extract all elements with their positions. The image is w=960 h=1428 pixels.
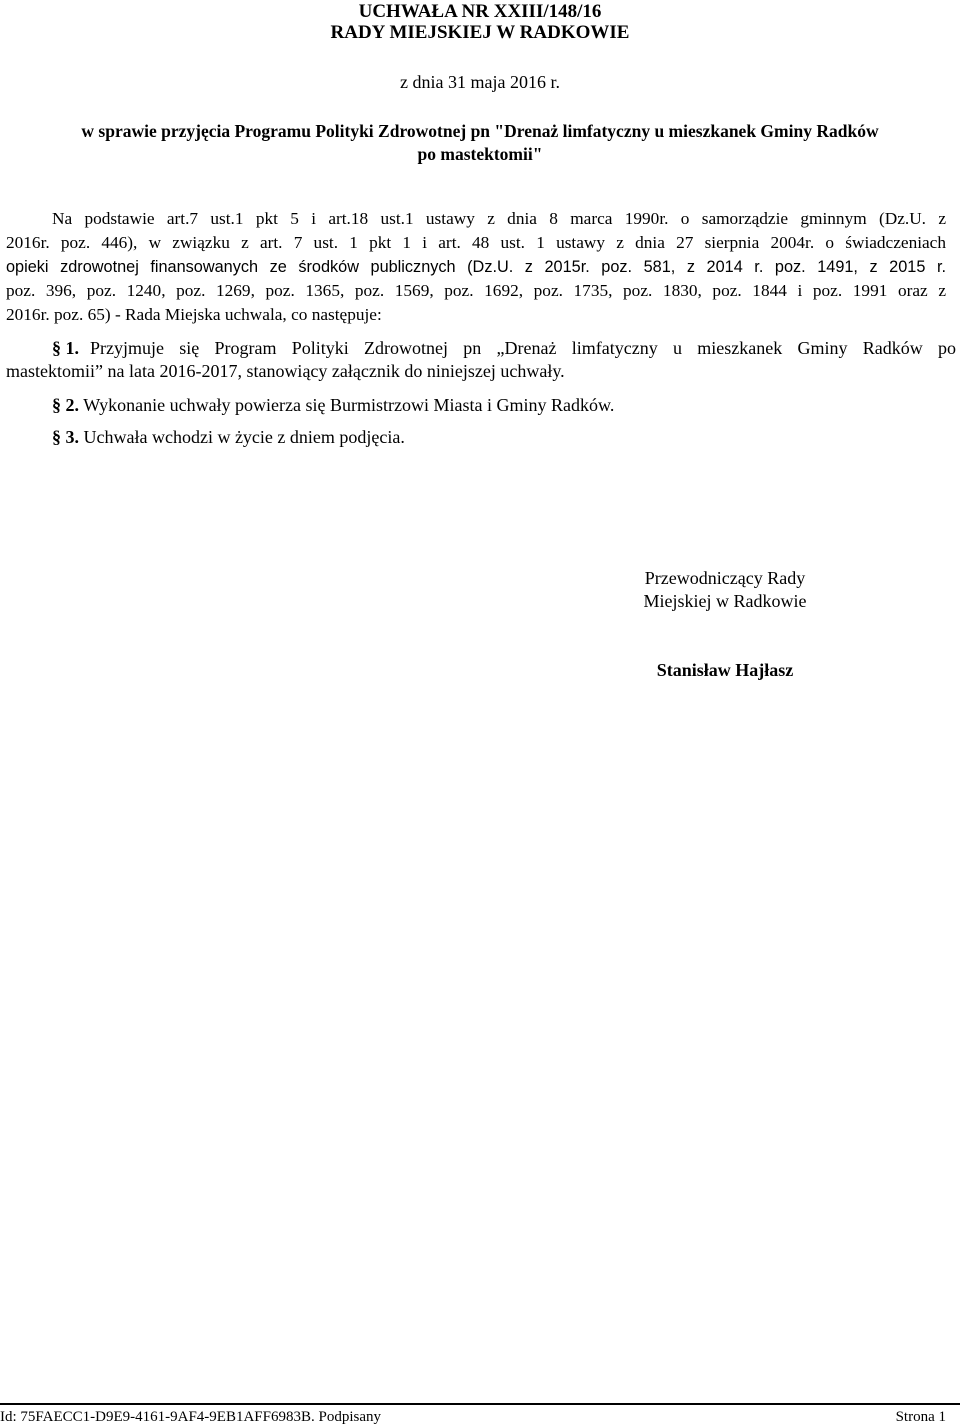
paragraph-text: Przyjmuje się Program Polityki Zdrowotnej pn „Drenaż limfatyczny u mieszkanek Gminy Radków po xyxy=(90,338,956,358)
signatory-role-line-1: Przewodniczący Rady xyxy=(644,568,806,588)
paragraph-text: mastektomii” na lata 2016-2017, stanowiący załącznik do niniejszej uchwały. xyxy=(6,361,565,381)
preamble-line: 2016r. poz. 446), w związku z art. 7 ust. 1 pkt 1 i art. 48 ust. 1 ustawy z dnia 27 sierpnia 2004r. o świadczeniach xyxy=(6,233,946,252)
preamble-line: poz. 396, poz. 1240, poz. 1269, poz. 1365, poz. 1569, poz. 1692, poz. 1735, poz. 1830, poz. 1844 i poz. 1991 oraz z xyxy=(6,281,946,300)
subject-line-2: po mastektomii" xyxy=(417,144,543,164)
preamble-line: opieki zdrowotnej finansowanych ze środków publicznych (Dz.U. z 2015r. poz. 581, z 2014 r. poz. 1491, z 2015 r. xyxy=(6,258,946,276)
paragraph-marker: § 3. xyxy=(52,427,79,447)
footer-divider xyxy=(0,1403,960,1405)
paragraph-text: Wykonanie uchwały powierza się Burmistrzowi Miasta i Gminy Radków. xyxy=(83,395,615,415)
resolution-number: UCHWAŁA NR XXIII/148/16 xyxy=(358,1,602,22)
preamble-line: Na podstawie art.7 ust.1 pkt 5 i art.18 ust.1 ustawy z dnia 8 marca 1990r. o samorządzie gminnym (Dz.U. z xyxy=(52,209,946,228)
paragraph-marker: § 2. xyxy=(52,395,79,415)
paragraph-text: Uchwała wchodzi w życie z dniem podjęcia. xyxy=(83,427,405,447)
council-name: RADY MIEJSKIEJ W RADKOWIE xyxy=(330,22,630,43)
signatory-name: Stanisław Hajłasz xyxy=(656,660,794,680)
page-number: Strona 1 xyxy=(895,1409,946,1425)
paragraph-marker: § 1. xyxy=(52,338,79,358)
signatory-role-line-2: Miejskiej w Radkowie xyxy=(643,591,807,611)
preamble-line: 2016r. poz. 65) - Rada Miejska uchwala, co następuje: xyxy=(6,305,382,324)
resolution-date: z dnia 31 maja 2016 r. xyxy=(400,72,560,92)
document-id: Id: 75FAECC1-D9E9-4161-9AF4-9EB1AFF6983B. Podpisany xyxy=(0,1409,381,1425)
subject-line-1: w sprawie przyjęcia Programu Polityki Zdrowotnej pn "Drenaż limfatyczny u mieszkanek Gminy Radków xyxy=(81,121,879,141)
